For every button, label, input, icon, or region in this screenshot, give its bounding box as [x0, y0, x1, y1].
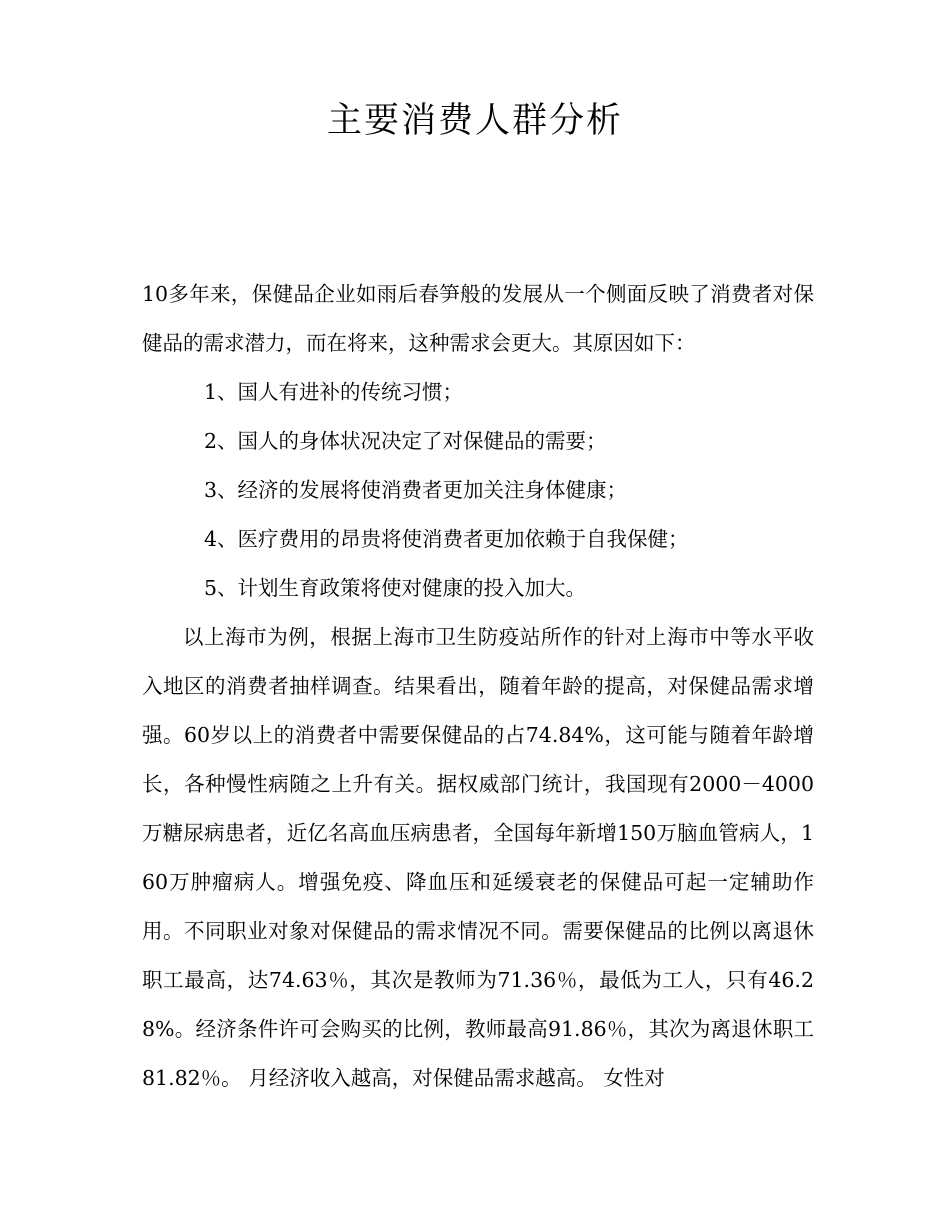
reason-item-5: 5、计划生育政策将使对健康的投入加大。 [204, 576, 587, 600]
analysis-paragraph: 以上海市为例，根据上海市卫生防疫站所作的针对上海市中等水平收入地区的消费者抽样调查。结果看出，随着年龄的提高，对保健品需求增强。60岁以上的消费者中需要保健品的占74.84%，这可能与随着年龄增长，各种慢性病随之上升有关。据权威部门统计，我国现有2000－4000万糖尿病患者，近亿名高血压病患者，全国每年新增150万脑血管病人，160万肿瘤病人。增强免疫、降血压和延缓衰老的保健品可起一定辅助作用。不同职业对象对保健品的需求情况不同。需要保健品的比例以离退休职工最高，达74.63％，其次是教师为71.36％，最低为工人，只有46.28%。经济条件许可会购买的比例，教师最高91.86％，其次为离退休职工81.82％。 月经济收入越高，对保健品需求越高。 女性对 [142, 625, 814, 1090]
document-title: 主要消费人群分析 [326, 101, 623, 141]
document-body [142, 270, 814, 1103]
reason-item-2: 2、国人的身体状况决定了对保健品的需要； [204, 429, 607, 453]
reason-item-1: 1、国人有进补的传统习惯； [204, 380, 464, 404]
reason-item-4: 4、医疗费用的昂贵将使消费者更加依赖于自我保健； [204, 527, 689, 551]
intro-paragraph: 10多年来，保健品企业如雨后春笋般的发展从一个侧面反映了消费者对保健品的需求潜力，而在将来，这种需求会更大。其原因如下： [142, 282, 814, 355]
reason-item-3: 3、经济的发展将使消费者更加关注身体健康； [204, 478, 628, 502]
